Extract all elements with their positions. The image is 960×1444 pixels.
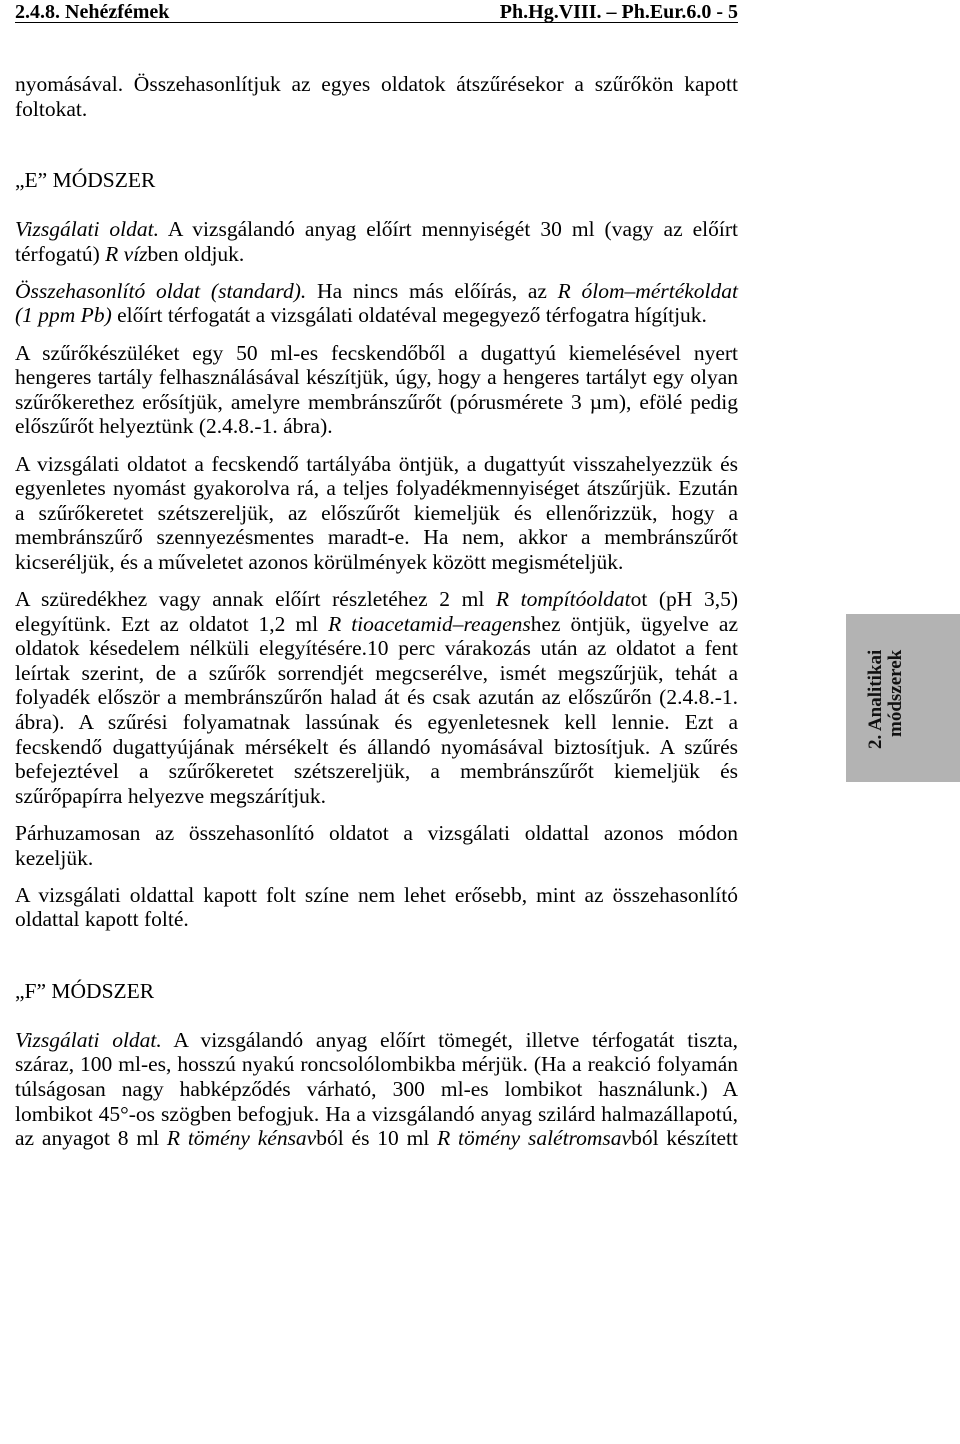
text-line [15, 341, 738, 366]
text-run: fecskendő dugattyújának mérsékelt és állandó nyomásával biztosítjuk. A szűrés [15, 734, 738, 759]
text-run: ben oldjuk. [147, 241, 245, 266]
text-line [15, 365, 738, 390]
text-line [15, 97, 738, 122]
text-line [15, 279, 738, 304]
text-line [15, 883, 738, 908]
text-line [15, 759, 738, 784]
text-run: A szüredékhez vagy annak előírt részletéhez 2 ml [15, 587, 496, 612]
text-run: az anyagot 8 ml [15, 1126, 167, 1151]
text-line [15, 587, 738, 612]
text-run: A szűrőkészüléket egy 50 ml-es fecskendőből a dugattyú kiemelésével nyert [15, 340, 738, 365]
text-run: foltokat. [15, 96, 88, 121]
text-run: a szűrőkeretet szétszereljük, az előszűrőt kiemeljük és ellenőrizzük, hogy a [15, 500, 738, 525]
text-line [15, 846, 738, 871]
emphasized-text: R ólom–mértékoldat [557, 278, 739, 303]
text-run: szűrőkerethez erősítjük, amelyre membránszűrőt (pórusmérete 3 µm), efölé pedig [15, 389, 738, 414]
emphasized-text: R tompítóoldat [495, 587, 631, 612]
method-f-heading: „F” MÓDSZER [15, 978, 155, 1003]
pharmacopoeia-reference: Ph.Hg.VIII. – Ph.Eur.6.0 - 5 [499, 1, 738, 23]
text-line [15, 1028, 738, 1053]
text-line [15, 390, 738, 415]
document-body [15, 72, 738, 1151]
text-line [15, 710, 738, 735]
text-line [15, 303, 738, 328]
paragraph-parallel-treatment [15, 821, 738, 870]
emphasized-text: (1 ppm Pb) [15, 303, 112, 328]
text-run: előszűrőt helyeztünk (2.4.8.-1. ábra). [15, 414, 333, 439]
text-line [15, 685, 738, 710]
text-run: lombikot 45°-os szögben befogjuk. Ha a vizsgálandó anyag szilárd halmazállapotú, [15, 1101, 738, 1126]
text-run: oldatok késedelem nélküli elegyítésére.10 perc várakozás után az oldatot a fent [15, 636, 738, 661]
text-line [15, 72, 738, 97]
section-title: 2.4.8. Nehézfémek [15, 1, 170, 23]
text-line [15, 784, 738, 809]
text-line [15, 1077, 738, 1102]
text-run: befejeztével a szűrőkeretet szétszereljük, a membránszűrőt kiemeljük és [15, 759, 738, 784]
text-run: szűrőpapírra helyezve megszárítjuk. [15, 783, 327, 808]
text-run: leírtak szerint, de a szűrők sorrendjét megcserélve, ismét megszűrjük, tehát a [15, 660, 738, 685]
page-header [15, 0, 738, 23]
text-run: térfogatú) [15, 241, 106, 266]
text-line [15, 550, 738, 575]
text-line [15, 501, 738, 526]
text-line [15, 452, 738, 477]
text-run: egyenletes nyomást gyakorolva rá, a teljes folyadékmennyiséget átszűrjük. Ezután [15, 476, 738, 501]
text-run: kezeljük. [15, 845, 94, 870]
text-run: A vizsgálati oldatot a fecskendő tartályába öntjük, a dugattyút visszahelyezzük és [15, 451, 738, 476]
text-run: kicseréljük, és a műveletet azonos körülmények között megismételjük. [15, 549, 624, 574]
paragraph-test-solution [15, 217, 738, 266]
text-run: elegyítünk. Ezt az oldatot 1,2 ml [15, 611, 329, 636]
text-run: előírt térfogatát a vizsgálati oldatéval megegyező térfogatra hígítjuk. [111, 303, 707, 328]
paragraph-filtrate-treatment [15, 587, 738, 808]
text-line [15, 242, 738, 267]
chapter-tab-line-1: 2. Analitikai [865, 650, 886, 750]
text-line [15, 1126, 738, 1151]
text-run: Párhuzamosan az összehasonlító oldatot a vizsgálati oldattal azonos módon [15, 821, 738, 845]
text-run: hengeres tartály felhasználásával készítjük, úgy, hogy a hengeres tartályt egy olyan [15, 365, 738, 390]
text-run: oldattal kapott folté. [15, 907, 189, 932]
text-run: ot (pH 3,5) [630, 587, 738, 612]
text-line [15, 821, 738, 846]
text-line [15, 1102, 738, 1127]
emphasized-text: R tömény kénsav [166, 1126, 317, 1151]
text-line [15, 735, 738, 760]
text-run: ból készített [631, 1126, 738, 1151]
text-run: A vizsgálandó anyag előírt mennyiségét 30 ml (vagy az előírt [159, 216, 738, 241]
text-run: A vizsgálandó anyag előírt tömegét, illetve térfogatát tiszta, [161, 1027, 738, 1052]
text-line [15, 525, 738, 550]
text-run: ábra). A szűrési folyamatnak lassúnak és egyenletesnek kell lennie. Ezt a [15, 710, 738, 735]
text-run: hez öntjük, ügyelve az [530, 611, 738, 636]
text-run: túlságosan nagy habképződés várható, 300 ml-es lombikot használunk.) A [15, 1076, 738, 1101]
text-line [15, 907, 738, 932]
chapter-tab-label [866, 650, 906, 770]
chapter-tab-line-2: módszerek [885, 650, 906, 738]
paragraph-continuation [15, 72, 738, 121]
text-run: membránszűrő szennyezésmentes maradt-e. Ha nem, akkor a membránszűrőt [15, 525, 738, 550]
paragraph-test-solution-f [15, 1028, 738, 1151]
text-run: nyomásával. Összehasonlítjuk az egyes oldatok átszűrésekor a szűrőkön kapott [15, 72, 738, 96]
emphasized-text: Vizsgálati oldat. [15, 1027, 162, 1052]
text-run: ból és 10 ml [316, 1126, 438, 1151]
emphasized-text: R tioacetamid–reagens [328, 611, 531, 636]
text-line [15, 217, 738, 242]
paragraph-reference-solution [15, 279, 738, 328]
text-line [15, 661, 738, 686]
method-e-heading: „E” MÓDSZER [15, 167, 156, 192]
emphasized-text: Vizsgálati oldat. [15, 216, 160, 241]
emphasized-text: R víz [105, 241, 148, 266]
emphasized-text: Összehasonlító oldat (standard). [15, 278, 307, 303]
emphasized-text: R tömény salétromsav [437, 1126, 632, 1151]
text-run: folyadék először a membránszűrőn halad át és csak azután az előszűrőn (2.4.8.-1. [15, 685, 738, 710]
text-line [15, 476, 738, 501]
text-run: száraz, 100 ml-es, hosszú nyakú roncsolólombikba mérjük. (Ha a reakció folyamán [15, 1052, 738, 1077]
chapter-tab [846, 614, 960, 782]
text-line [15, 612, 738, 637]
text-run: A vizsgálati oldattal kapott folt színe nem lehet erősebb, mint az összehasonlító [15, 882, 738, 907]
text-run: Ha nincs más előírás, az [306, 278, 558, 303]
paragraph-evaluation [15, 883, 738, 932]
text-line [15, 1052, 738, 1077]
text-line [15, 414, 738, 439]
paragraph-filtration [15, 452, 738, 575]
paragraph-filter-apparatus [15, 341, 738, 439]
text-line [15, 636, 738, 661]
